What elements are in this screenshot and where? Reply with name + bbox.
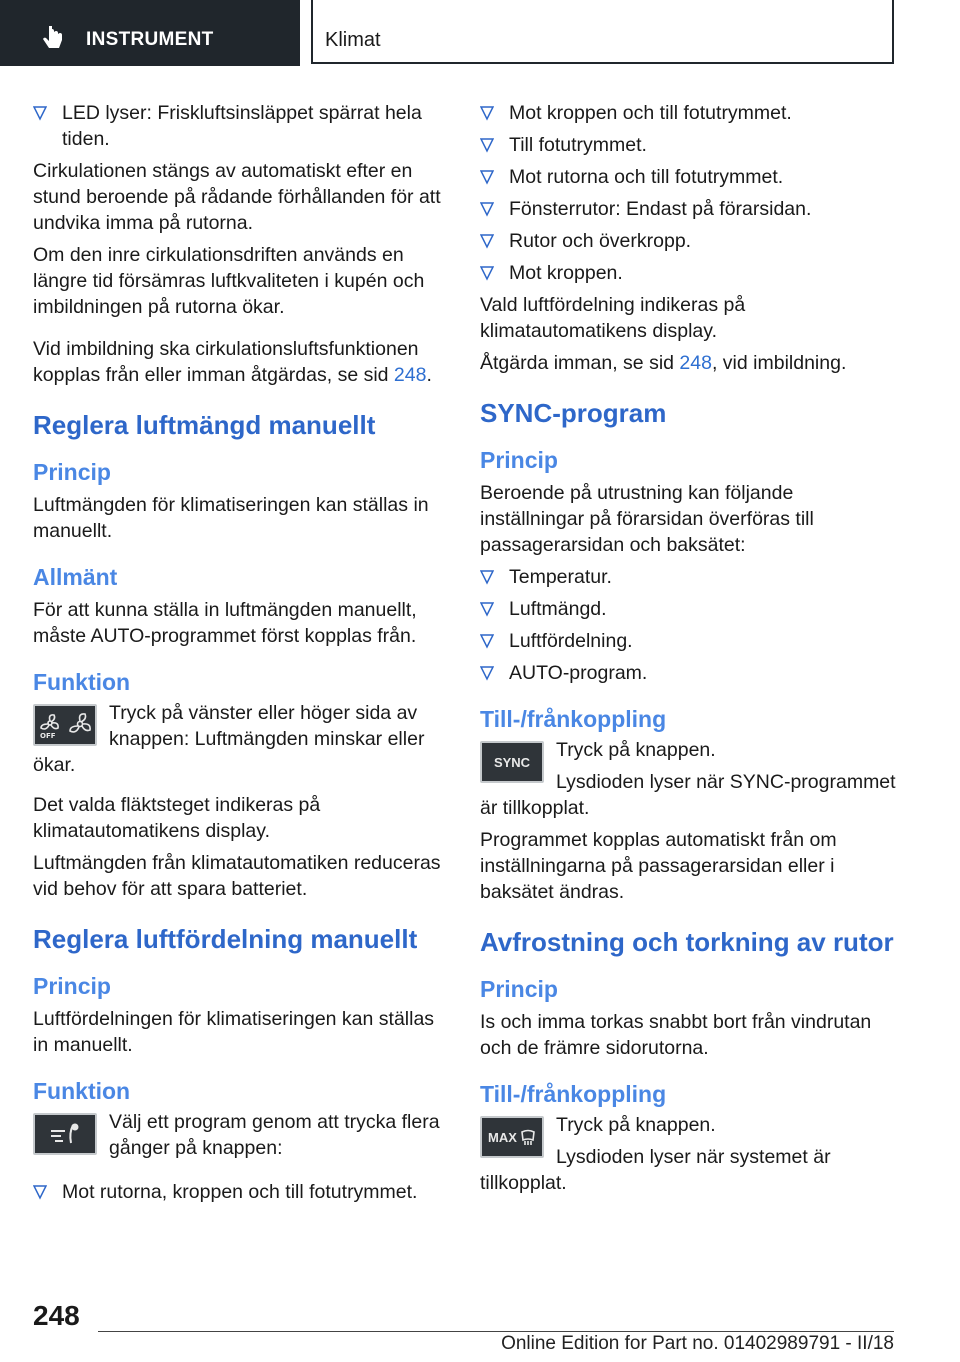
bullet-triangle-icon [480,137,494,153]
paragraph: Luftfördelningen för klimatiseringen kan ställas in manuellt. [33,1008,435,1056]
paragraph: Luftmängden för klimatiseringen kan ställas in manuellt. [33,494,429,542]
fan-icon [38,711,92,739]
paragraph: Vid imbildning ska cirkulationsluftsfunktionen kopplas från eller imman åtgärdas, se sid 248. [33,338,432,386]
paragraph: Välj ett program genom att trycka flera gånger på knappen: [109,1111,440,1159]
subheading: Funktion [33,1078,131,1104]
subheading: Princip [33,973,111,999]
bullet-triangle-icon [480,569,494,585]
paragraph: Tryck på vänster eller höger sida av knappen: Luftmängden minskar eller ökar. [33,702,425,776]
defrost-icon [520,1128,536,1146]
right-column [480,100,900,1202]
paragraph: Beroende på utrustning kan följande inställningar på förarsidan överföras till passagerarsidan och baksätet: [480,482,814,556]
subheading: Till-/frånkoppling [480,706,667,732]
list-item: Luftfördelning. [480,628,900,654]
paragraph: Åtgärda imman, se sid 248, vid imbildning. [480,352,847,374]
bullet-triangle-icon [480,201,494,217]
list-item: LED lyser: Friskluftsinsläppet spärrat hela tiden. [33,100,451,152]
left-column [33,100,451,1211]
list-item: Fönsterrutor: Endast på förarsidan. [480,196,900,222]
max-defrost-button-image: MAX [480,1116,544,1158]
fan-button-image [33,704,97,746]
bullet-triangle-icon [480,105,494,121]
paragraph: Cirkulationen stängs av automatiskt efter en stund beroende på rådande förhållanden för att undvika imma på rutorna. [33,160,441,234]
list-item: Mot rutorna och till fotutrymmet. [480,164,900,190]
chapter-tab [311,0,894,64]
subheading: Princip [480,976,558,1002]
button-illustration-row [480,737,900,827]
paragraph: Is och imma torkas snabbt bort från vindrutan och de främre sidorutorna. [480,1011,872,1059]
list-item: AUTO-program. [480,660,900,686]
subheading: Till-/frånkoppling [480,1081,667,1107]
section-heading: SYNC-program [480,398,667,428]
list-item: Rutor och överkropp. [480,228,900,254]
bullet-triangle-icon [33,1184,47,1200]
paragraph: Om den inre cirkulationsdriften används en längre tid försämras luftkvaliteten i kupén och imbildningen på rutorna ökar. [33,244,425,318]
list-item: Till fotutrymmet. [480,132,900,158]
air-distribution-icon [45,1121,85,1147]
bullet-triangle-icon [480,633,494,649]
chapter-title: Klimat [325,29,381,51]
subheading: Allmänt [33,564,118,590]
subheading: Funktion [33,669,131,695]
section-heading: Reglera luftfördelning manuellt [33,924,418,954]
paragraph: För att kunna ställa in luftmängden manuellt, måste AUTO-programmet först kopplas från. [33,599,417,647]
button-illustration-row [33,1109,451,1167]
air-distribution-button-image [33,1113,97,1155]
button-illustration-row [33,700,451,784]
bullet-triangle-icon [480,233,494,249]
footer-divider [98,1331,894,1332]
list-item: Luftmängd. [480,596,900,622]
paragraph: Det valda fläktsteget indikeras på klimatautomatikens display. [33,794,321,842]
list-item: Temperatur. [480,564,900,590]
button-illustration-row [480,1112,900,1202]
paragraph: Tryck på knappen. [556,1114,716,1136]
paragraph: Tryck på knappen. [556,739,716,761]
sync-button-image: SYNC [480,741,544,783]
section-heading: Reglera luftmängd manuellt [33,410,376,440]
subheading: Princip [480,447,558,473]
bullet-triangle-icon [480,665,494,681]
paragraph: Luftmängden från klimatautomatiken reduceras vid behov för att spara batteriet. [33,852,441,900]
list-item: Mot kroppen och till fotutrymmet. [480,100,900,126]
svg-text:OFF: OFF [40,732,56,739]
section-heading: Avfrostning och torkning av rutor [480,927,894,957]
list-item: Mot rutorna, kroppen och till fotutrymmet. [33,1179,451,1205]
bullet-triangle-icon [33,105,47,121]
page-number: 248 [33,1300,80,1331]
page-link[interactable]: 248 [393,364,427,386]
hand-touch-icon [40,26,66,52]
edition-footer: Online Edition for Part no. 01402989791 - II/18 [501,1333,894,1354]
header-section-tab [0,0,300,66]
list-item: Mot kroppen. [480,260,900,286]
paragraph: Lysdioden lyser när SYNC-programmet är tillkopplat. [480,771,896,819]
paragraph: Programmet kopplas automatiskt från om inställningarna på passagerarsidan eller i baksätet ändras. [480,829,837,903]
subheading: Princip [33,459,111,485]
section-title: INSTRUMENT [86,29,214,50]
page-link[interactable]: 248 [679,352,712,374]
paragraph: Lysdioden lyser när systemet är tillkopplat. [480,1146,831,1194]
bullet-triangle-icon [480,265,494,281]
paragraph: Vald luftfördelning indikeras på klimatautomatikens display. [480,294,746,342]
bullet-triangle-icon [480,169,494,185]
bullet-triangle-icon [480,601,494,617]
